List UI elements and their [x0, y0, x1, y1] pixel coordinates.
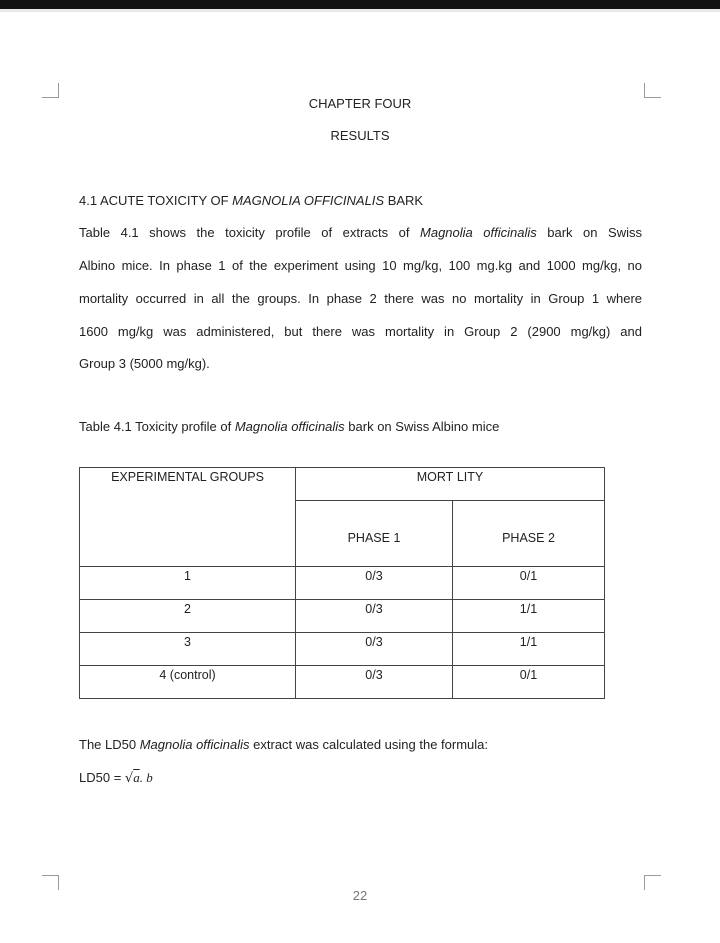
header-experimental-groups: EXPERIMENTAL GROUPS: [80, 468, 296, 567]
table-row: [80, 666, 605, 699]
top-bar: [0, 0, 720, 9]
phase-2-cell: 1/1: [453, 633, 605, 666]
header-mortality: MORT LITY: [296, 468, 605, 501]
formula-intro: [79, 737, 488, 753]
caption-suffix: bark on Swiss Albino mice: [344, 419, 500, 434]
group-cell: 2: [80, 600, 296, 633]
formula-lhs: LD50 =: [79, 770, 125, 785]
phase-2-cell: 1/1: [453, 600, 605, 633]
table-row: [80, 633, 605, 666]
paragraph-line-1-a: Table 4.1 shows the toxicity profile of extracts of: [79, 225, 421, 240]
phase-1-cell: 0/3: [296, 633, 453, 666]
sqrt-symbol: √: [124, 771, 134, 786]
header-phase-2: PHASE 2: [453, 501, 605, 567]
phase-2-cell: 0/1: [453, 567, 605, 600]
toxicity-table: [79, 467, 605, 699]
formula-rest: . b: [139, 770, 153, 785]
formula-radicand: a: [133, 770, 140, 785]
phase-1-cell: 0/3: [296, 600, 453, 633]
section-title: RESULTS: [330, 128, 390, 143]
formula-intro-prefix: The LD50: [79, 737, 140, 752]
group-cell: 1: [80, 567, 296, 600]
heading-prefix: 4.1 ACUTE TOXICITY OF: [79, 193, 233, 208]
formula-intro-suffix: extract was calculated using the formula:: [249, 737, 488, 752]
group-cell: 3: [80, 633, 296, 666]
formula-intro-italic: Magnolia officinalis: [139, 737, 250, 752]
caption-prefix: Table 4.1 Toxicity profile of: [79, 419, 235, 434]
phase-1-cell: 0/3: [296, 666, 453, 699]
heading-italic: MAGNOLIA OFFICINALIS: [232, 193, 385, 208]
phase-2-cell: 0/1: [453, 666, 605, 699]
paragraph-line-1-italic: Magnolia officinalis: [420, 225, 537, 240]
header-phase-1: PHASE 1: [296, 501, 453, 567]
paragraph-line-2: Albino mice. In phase 1 of the experiment using 10 mg/kg, 100 mg.kg and 1000 mg/kg, no: [79, 258, 642, 273]
top-bar-shadow: [0, 9, 720, 12]
page-number: 22: [352, 888, 368, 903]
chapter-title: CHAPTER FOUR: [308, 96, 412, 111]
paragraph-line-3: mortality occurred in all the groups. In phase 2 there was no mortality in Group 1 where: [79, 291, 642, 306]
paragraph-line-1-b: bark on Swiss: [536, 225, 642, 240]
ld50-formula: [79, 770, 153, 787]
paragraph-line-5: Group 3 (5000 mg/kg).: [79, 356, 210, 371]
group-cell: 4 (control): [80, 666, 296, 699]
table-row: [80, 567, 605, 600]
paragraph-line-1: [79, 225, 642, 241]
table-row: [80, 600, 605, 633]
section-heading: [79, 193, 423, 209]
table-caption: [79, 419, 499, 435]
phase-1-cell: 0/3: [296, 567, 453, 600]
heading-suffix: BARK: [384, 193, 424, 208]
paragraph-line-4: 1600 mg/kg was administered, but there was mortality in Group 2 (2900 mg/kg) and: [79, 324, 642, 339]
caption-italic: Magnolia officinalis: [234, 419, 345, 434]
